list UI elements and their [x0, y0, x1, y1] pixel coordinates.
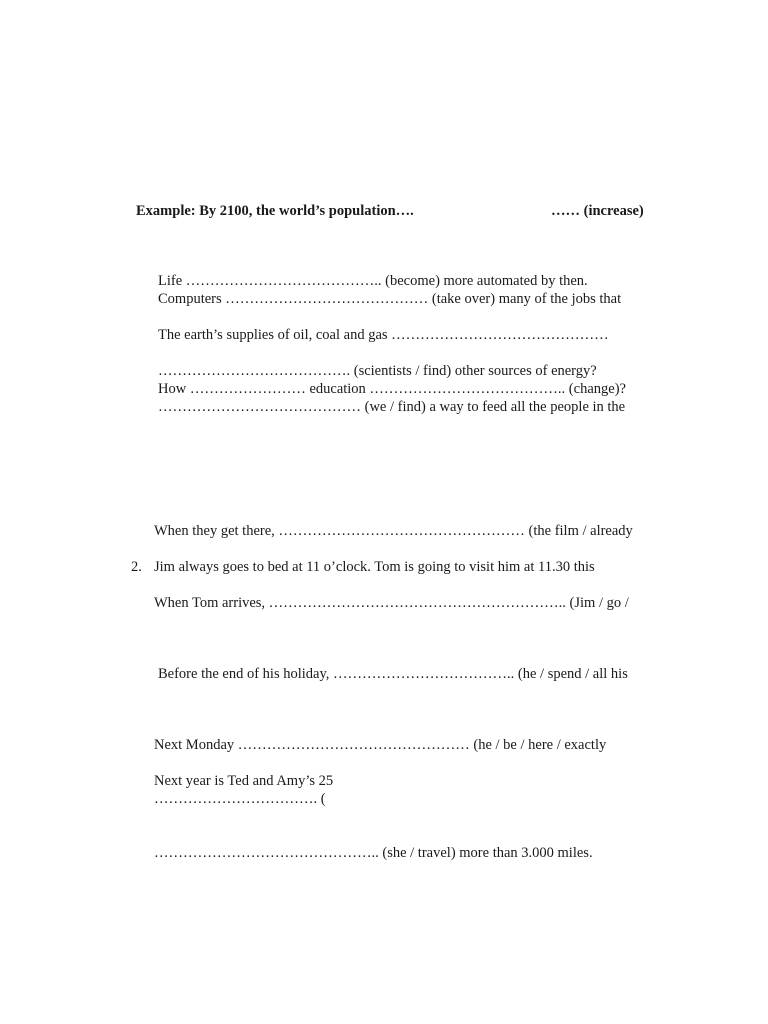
exercise-line-jim: When Tom arrives, …………………………………………………….. (Jim / go /: [154, 595, 629, 611]
exercise-line-blank: ……………………………. (: [154, 791, 326, 807]
exercise-line-3: The earth’s supplies of oil, coal and gas ………………………………………: [158, 327, 609, 343]
exercise-line-1: Life ………………………………….. (become) more automated by then.: [158, 273, 588, 289]
exercise-line-4: …………………………………. (scientists / find) other sources of energy?: [158, 363, 597, 379]
exercise-line-monday: Next Monday ………………………………………… (he / be / here / exactly: [154, 737, 607, 753]
exercise-item-2: Jim always goes to bed at 11 o’clock. Tom is going to visit him at 11.30 this: [154, 559, 595, 575]
exercise-line-2: Computers …………………………………… (take over) many of the jobs that: [158, 291, 622, 307]
example-sentence: Example: By 2100, the world’s population….: [136, 203, 414, 219]
exercise-line-anniversary: Next year is Ted and Amy’s 25: [154, 773, 334, 789]
exercise-line-6: …………………………………… (we / find) a way to feed all the people in the: [158, 399, 626, 415]
exercise-line-film: When they get there, …………………………………………… (the film / already: [154, 523, 633, 539]
exercise-line-5: How …………………… education ………………………………….. (change)?: [158, 381, 626, 397]
exercise-line-travel: ……………………………………….. (she / travel) more than 3.000 miles.: [154, 845, 593, 861]
item-number: 2.: [131, 559, 142, 575]
example-answer-hint: …… (increase): [551, 203, 644, 219]
exercise-line-holiday: Before the end of his holiday, ……………………………….. (he / spend / all his: [158, 666, 628, 682]
